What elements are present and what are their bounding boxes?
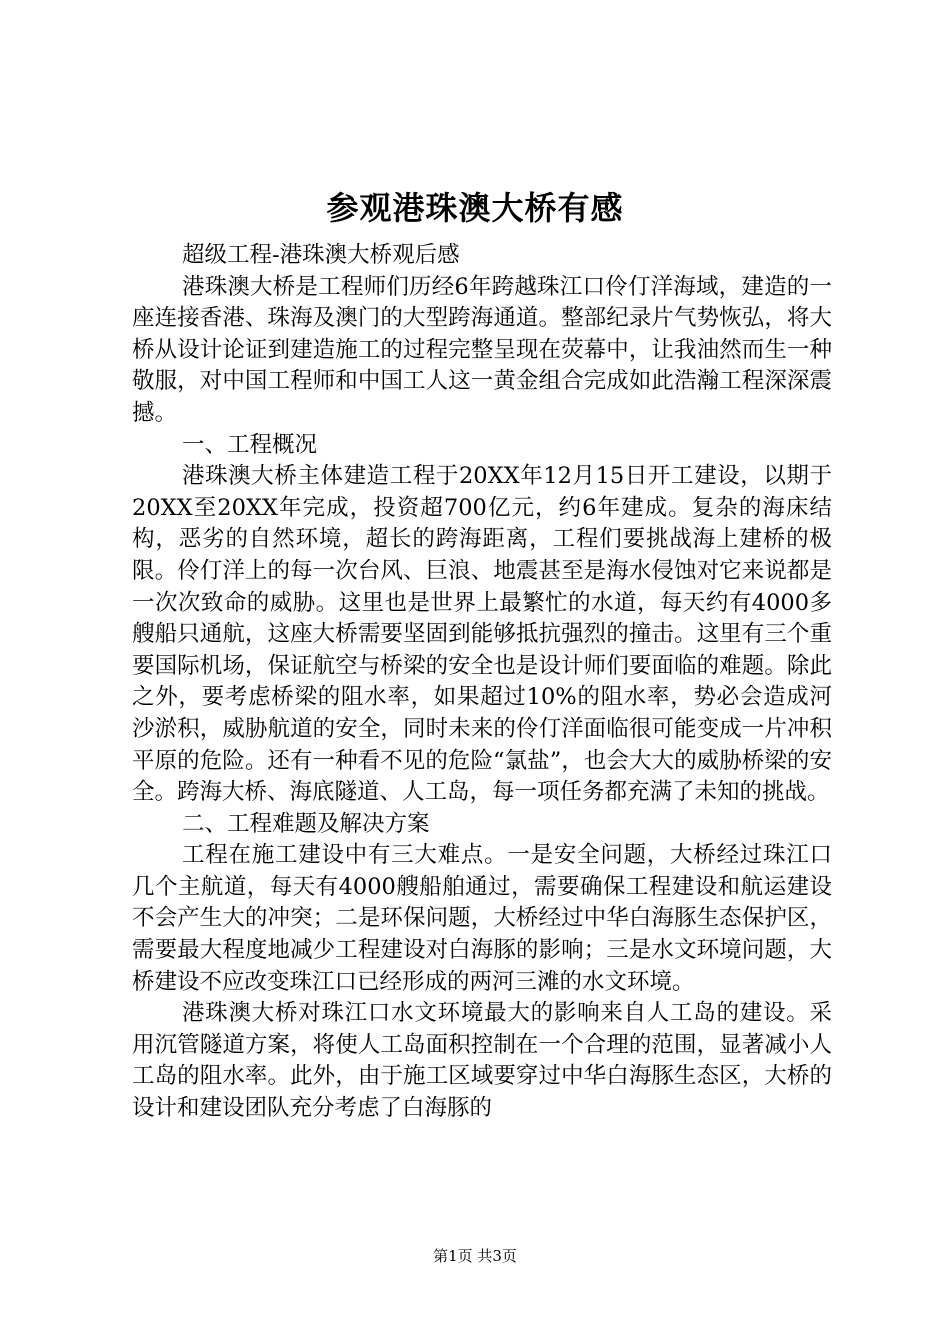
document-title: 参观港珠澳大桥有感 xyxy=(326,189,624,227)
section-heading-overview: 一、工程概况 xyxy=(182,431,318,458)
solutions-paragraph: 港珠澳大桥对珠江口水文环境最大的影响来自人工岛的建设。采用沉管隧道方案，将使人工岛面积控制在一个合理的范围，显著减小人工岛的阻水率。此外，由于施工区域要穿过中华白海豚生态区，大桥的设计和建设团队充分考虑了白海豚的 xyxy=(132,1000,832,1122)
challenges-paragraph: 工程在施工建设中有三大难点。一是安全问题，大桥经过珠江口几个主航道，每天有4000艘船舶通过，需要确保工程建设和航运建设不会产生大的冲突；二是环保问题，大桥经过中华白海豚生态保护区，需要最大程度地减少工程建设对白海豚的影响；三是水文环境问题，大桥建设不应改变珠江口已经形成的两河三滩的水文环境。 xyxy=(132,842,832,995)
subtitle-paragraph: 超级工程-港珠澳大桥观后感 xyxy=(182,242,460,268)
overview-paragraph: 港珠澳大桥主体建造工程于20XX年12月15日开工建设，以期于20XX至20XX年完成，投资超700亿元，约6年建成。复杂的海床结构，恶劣的自然环境，超长的跨海距离，工程们要挑战海上建桥的极限。伶仃洋上的每一次台风、巨浪、地震甚至是海水侵蚀对它来说都是一次次致命的威胁。这里也是世界上最繁忙的水道，每天约有4000多艘船只通航，这座大桥需要坚固到能够抵抗强烈的撞击。这里有三个重要国际机场，保证航空与桥梁的安全也是设计师们要面临的难题。除此之外，要考虑桥梁的阻水率，如果超过10%的阻水率，势必会造成河沙淤积，威胁航道的安全，同时未来的伶仃洋面临很可能变成一片冲积平原的危险。还有一种看不见的危险“氯盐”，也会大大的威胁桥梁的安全。跨海大桥、海底隧道、人工岛，每一项任务都充满了未知的挑战。 xyxy=(132,463,832,806)
intro-paragraph: 港珠澳大桥是工程师们历经6年跨越珠江口伶仃洋海域，建造的一座连接香港、珠海及澳门的大型跨海通道。整部纪录片气势恢弘，将大桥从设计论证到建造施工的过程完整呈现在荧幕中，让我油然而生一种敬服，对中国工程师和中国工人这一黄金组合完成如此浩瀚工程深深震撼。 xyxy=(132,273,832,426)
section-heading-challenges: 二、工程难题及解决方案 xyxy=(182,810,430,837)
page-footer: 第1页 共3页 xyxy=(433,1247,517,1265)
document-body xyxy=(132,240,832,1125)
